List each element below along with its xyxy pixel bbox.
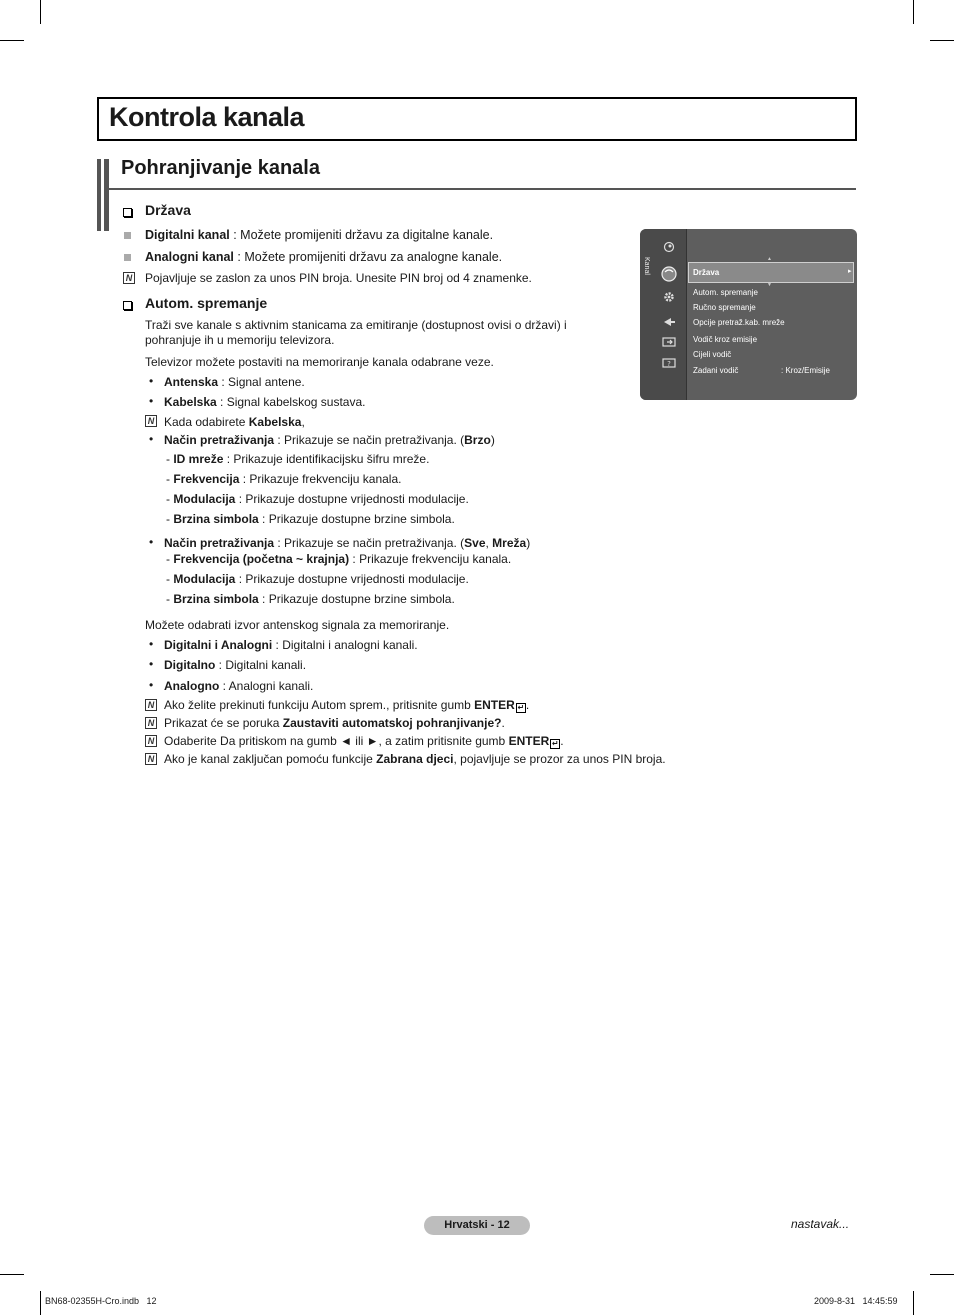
square-bullet-icon	[124, 232, 131, 239]
frekvencija-2: - Frekvencija (početna ~ krajnja) : Prikazuje frekvenciju kanala.	[166, 552, 512, 566]
section-bar	[97, 159, 101, 231]
section-divider	[109, 188, 856, 190]
note-icon: N	[145, 717, 157, 729]
modulacija-2: - Modulacija : Prikazuje dostupne vrijednosti modulacije.	[166, 572, 469, 586]
tv-menu-item: Ručno spremanje	[693, 303, 756, 312]
channel-icon	[660, 266, 678, 282]
modulacija-1: - Modulacija : Prikazuje dostupne vrijednosti modulacije.	[166, 492, 469, 506]
autom-para: pohranjuje ih u memoriju televizora.	[145, 333, 335, 347]
input-icon	[662, 316, 676, 328]
bullet-dot: •	[149, 678, 154, 692]
picture-icon	[662, 241, 676, 253]
note-icon: N	[145, 735, 157, 747]
tv-menu-item: Opcije pretraž.kab. mreže	[693, 318, 785, 327]
note-select: Odaberite Da pritiskom na gumb ◄ ili ►, a zatim pritisnite gumb ENTER ↵ .	[164, 734, 564, 748]
enter-icon: ↵	[551, 739, 559, 748]
tv-menu-item: Zadani vodič	[693, 366, 739, 375]
svg-text:?: ?	[667, 360, 671, 368]
support-icon	[662, 357, 676, 369]
bullet-dot: •	[149, 535, 154, 549]
drzava-digital: Digitalni kanal : Možete promijeniti državu za digitalne kanale.	[145, 228, 494, 242]
continued-label: nastavak...	[791, 1217, 850, 1231]
tv-menu-screenshot	[640, 229, 857, 400]
source-digital-analog: Digitalni i Analogni : Digitalni i analogni kanali.	[164, 638, 418, 652]
note-icon: N	[145, 415, 157, 427]
nacin-brzo: Način pretraživanja : Prikazuje se način pretraživanja. (Brzo)	[164, 433, 495, 447]
bullet-dot: •	[149, 432, 154, 446]
crop-mark	[930, 1274, 954, 1275]
file-name: BN68-02355H-Cro.indb 12	[45, 1296, 157, 1306]
source-digital: Digitalno : Digitalni kanali.	[164, 658, 307, 672]
note-icon: N	[145, 753, 157, 765]
crop-mark	[0, 1274, 24, 1275]
tv-menu-side-label: Kanal	[643, 257, 650, 275]
frekvencija-1: - Frekvencija : Prikazuje frekvenciju kanala.	[166, 472, 402, 486]
checkbox-bullet-icon	[123, 301, 132, 310]
crop-mark	[930, 40, 954, 41]
source-analog: Analogno : Analogni kanali.	[164, 679, 314, 693]
checkbox-bullet-icon	[123, 208, 132, 217]
note-message: Prikazat će se poruka Zaustaviti automatskoj pohranjivanje?.	[164, 716, 505, 730]
tv-menu-item: Autom. spremanje	[693, 288, 758, 297]
drzava-note: Pojavljuje se zaslon za unos PIN broja. Unesite PIN broj od 4 znamenke.	[145, 271, 532, 285]
autom-heading: Autom. spremanje	[145, 295, 268, 311]
note-icon: N	[123, 272, 135, 284]
bullet-dot: •	[149, 394, 154, 408]
crop-mark	[40, 0, 41, 24]
application-icon	[662, 336, 676, 348]
tv-menu-item-value: : Kroz/Emisije	[781, 366, 830, 375]
drzava-analog: Analogni kanal : Možete promijeniti državu za analogne kanale.	[145, 250, 503, 264]
tv-menu-item: Vodič kroz emisije	[693, 335, 758, 344]
crop-mark	[913, 0, 914, 24]
bullet-dot: •	[149, 657, 154, 671]
tv-menu-arrow-icon: ▸	[848, 268, 852, 275]
section-bar	[104, 159, 109, 231]
nacin-sve: Način pretraživanja : Prikazuje se način pretraživanja. (Sve, Mreža)	[164, 536, 531, 550]
bullet-dot: •	[149, 637, 154, 651]
antenska-item: Antenska : Signal antene.	[164, 375, 305, 389]
tv-menu-down-icon: ▼	[767, 282, 772, 288]
bullet-dot: •	[149, 374, 154, 388]
tv-menu-up-icon: ▲	[767, 256, 772, 262]
page-title: Kontrola kanala	[109, 102, 305, 132]
section-title: Pohranjivanje kanala	[121, 157, 320, 179]
note-stop: Ako želite prekinuti funkciju Autom sprem., pritisnite gumb ENTER ↵ .	[164, 698, 530, 712]
autom-para: Traži sve kanale s aktivnim stanicama za emitiranje (dostupnost ovisi o državi) i	[145, 318, 567, 332]
tv-menu-item-drzava: Država	[693, 268, 720, 277]
page-title-box	[97, 97, 857, 141]
autom-para: Možete odabrati izvor antenskog signala za memoriranje.	[145, 618, 450, 632]
crop-mark	[913, 1291, 914, 1315]
tv-menu-sidebar	[640, 229, 686, 400]
gear-icon	[662, 291, 676, 303]
tv-menu-divider	[686, 229, 687, 400]
autom-para: Televizor možete postaviti na memoriranje kanala odabrane veze.	[145, 355, 494, 369]
crop-mark	[0, 40, 24, 41]
page-number: Hrvatski - 12	[424, 1216, 530, 1235]
print-datetime: 2009-8-31 14:45:59	[814, 1296, 898, 1306]
kabelska-note: Kada odabirete Kabelska,	[164, 415, 305, 429]
crop-mark	[40, 1291, 41, 1315]
tv-menu-item: Cijeli vodič	[693, 350, 732, 359]
kabelska-item: Kabelska : Signal kabelskog sustava.	[164, 395, 366, 409]
drzava-heading: Država	[145, 202, 191, 218]
brzina-1: - Brzina simbola : Prikazuje dostupne brzine simbola.	[166, 512, 455, 526]
brzina-2: - Brzina simbola : Prikazuje dostupne brzine simbola.	[166, 592, 455, 606]
note-locked: Ako je kanal zaključan pomoću funkcije Zabrana djeci, pojavljuje se prozor za unos PIN broja.	[164, 752, 666, 766]
enter-icon: ↵	[517, 703, 525, 712]
note-icon: N	[145, 699, 157, 711]
square-bullet-icon	[124, 254, 131, 261]
id-mreze: - ID mreže : Prikazuje identifikacijsku šifru mreže.	[166, 452, 430, 466]
